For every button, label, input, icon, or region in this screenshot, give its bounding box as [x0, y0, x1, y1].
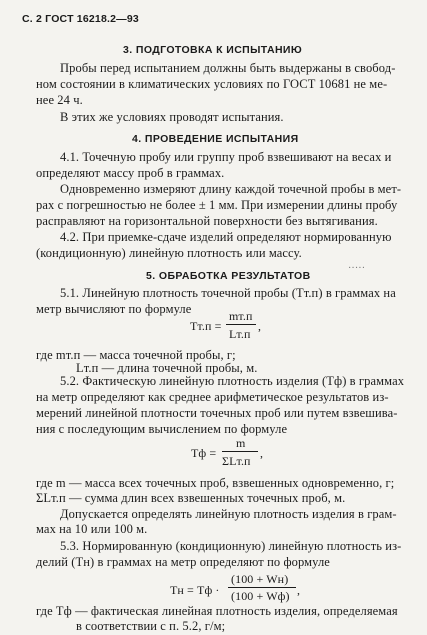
paragraph-line: 5.2. Фактическую линейную плотность изделия (Tф) в граммах — [60, 374, 405, 388]
page-header: С. 2 ГОСТ 16218.2—93 — [22, 13, 139, 25]
paragraph-line: метр вычисляют по формуле — [36, 302, 192, 316]
paragraph-line: 5.3. Нормированную (кондиционную) линейную плотность из- — [60, 539, 402, 553]
section-4-heading: 4. ПРОВЕДЕНИЕ ИСПЫТАНИЯ — [132, 133, 299, 145]
paragraph-line: делий (Tн) в граммах на метр определяют по формуле — [36, 555, 330, 569]
paragraph-line: на метр определяют как среднее арифметическое результатов из- — [36, 390, 389, 404]
paragraph-line: Одновременно измеряют длину каждой точечной пробы в мет- — [60, 182, 402, 196]
paragraph-line: ΣLт.п — сумма длин всех взвешенных точечных проб, м. — [36, 491, 346, 505]
paragraph-line: 4.1. Точечную пробу или группу проб взвешивают на весах и — [60, 150, 392, 164]
paragraph-line: нее 24 ч. — [36, 93, 83, 107]
paragraph-line: ния с последующим вычислением по формуле — [36, 422, 288, 436]
section-5-heading: 5. ОБРАБОТКА РЕЗУЛЬТАТОВ — [146, 270, 311, 282]
paragraph-line: ном состоянии в климатических условиях по ГОСТ 10681 не ме- — [36, 77, 388, 91]
paragraph-line: где mт.п — масса точечной пробы, г; — [36, 348, 236, 362]
paragraph-line: 4.2. При приемке-сдаче изделий определяют нормированную — [60, 230, 392, 244]
paragraph-line: мах на 10 или 100 м. — [36, 522, 148, 536]
paragraph-line: (кондиционную) линейную плотность или массу. — [36, 246, 302, 260]
paragraph-line: определяют массу проб в граммах. — [36, 166, 225, 180]
paragraph-line: где Tф — фактическая линейная плотность изделия, определяемая — [36, 604, 398, 618]
print-smudge: ····· — [348, 263, 366, 274]
paragraph-line: в соответствии с п. 5.2, г/м; — [76, 619, 226, 633]
paragraph-line: мерений линейной плотности точечных проб или путем взвешива- — [36, 406, 398, 420]
paragraph-line: Пробы перед испытанием должны быть выдержаны в свобод- — [60, 61, 396, 75]
section-3-heading: 3. ПОДГОТОВКА К ИСПЫТАНИЮ — [123, 44, 303, 56]
paragraph-line: где m — масса всех точечных проб, взвешенных одновременно, г; — [36, 476, 395, 490]
paragraph-line: Lт.п — длина точечной пробы, м. — [76, 361, 258, 375]
document-page: С. 2 ГОСТ 16218.2—93 3. ПОДГОТОВКА К ИСПЫТАНИЮ Пробы перед испытанием должны быть выдержаны в свобод- ном состоянии в климатических условиях по ГОСТ 10681 не ме- нее 24 ч. В этих же условиях проводят испытания. 4. ПРОВЕДЕНИЕ ИСПЫТАНИЯ 4.1. Точечную пробу или группу проб взвешивают на весах и определяют массу проб в граммах. Одновременно измеряют длину каждой точечной пробы в мет- рах с погрешностью не более ± 1 мм. При измерении длины пробу расправляют на горизонтальной поверхности без вытягивания. 4.2. При приемке-сдаче изделий определяют нормированную (кондиционную) линейную плотность или массу. 5. ОБРАБОТКА РЕЗУЛЬТАТОВ ····· 5.1. Линейную плотность точечной пробы (Tт.п) в граммах на метр вычисляют по формуле Tт.п = mт.п Lт.п , где mт.п — масса точечной пробы, г; Lт.п — длина точечной пробы, м. 5.2. Фактическую линейную плотность изделия (Tф) в граммах на метр определяют как среднее арифметическое результатов из- мерений линейной плотности точечных проб или путем взвешива- ния с последующим вычислением по формуле Tф = m ΣLт.п , где m — масса всех точечных проб, взвешенных одновременно, г; ΣLт.п — сумма длин всех взвешенных точечных проб, м. Допускается определять линейную плотность изделия в грам- мах на 10 или 100 м. 5.3. Нормированную (кондиционную) линейную плотность из- делий (Tн) в граммах на метр определяют по формуле Tн = Tф · (100 + Wн) (100 + Wф) , где Tф — фактическая линейная плотность изделия, определяемая в соответствии с п. 5.2, г/м; — [22, 13, 405, 633]
paragraph-line: расправляют на горизонтальной поверхности без вытягивания. — [36, 214, 378, 228]
paragraph-line: Допускается определять линейную плотность изделия в грам- — [60, 507, 397, 521]
paragraph-line: 5.1. Линейную плотность точечной пробы (Tт.п) в граммах на — [60, 286, 396, 300]
paragraph-line: В этих же условиях проводят испытания. — [60, 110, 284, 124]
paragraph-line: рах с погрешностью не более ± 1 мм. При измерении длины пробу — [36, 198, 398, 212]
